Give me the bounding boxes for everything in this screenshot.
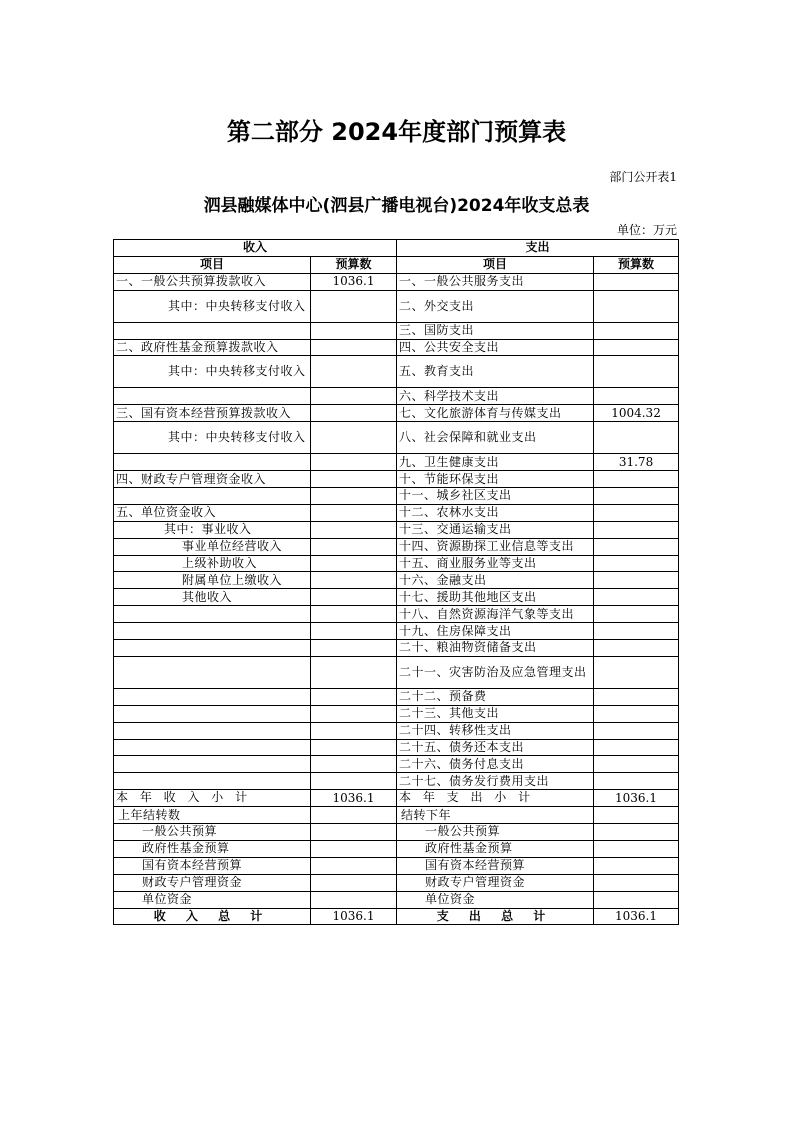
expense-item-cell: 九、卫生健康支出 [397, 454, 594, 471]
table-row [114, 339, 679, 356]
income-amount-cell [311, 521, 397, 538]
expense-amount-cell [594, 705, 679, 722]
income-item-cell [114, 640, 311, 657]
expense-item-cell: 十七、援助其他地区支出 [397, 589, 594, 606]
expense-amount-cell [594, 722, 679, 739]
table-subheader-row [114, 256, 679, 273]
expense-amount-cell: 1004.32 [594, 405, 679, 422]
expense-item-cell: 一、一般公共服务支出 [397, 273, 594, 290]
table-row [114, 739, 679, 756]
expense-item-cell: 六、科学技术支出 [397, 388, 594, 405]
income-subtotal-value: 1036.1 [311, 790, 397, 807]
expense-carry-cell: 政府性基金预算 [397, 840, 594, 857]
income-item-cell [114, 454, 311, 471]
expense-amount-cell [594, 623, 679, 640]
income-item-cell: 其中：中央转移支付收入 [114, 356, 311, 388]
expense-carry-amount [594, 891, 679, 908]
expense-item-cell: 七、文化旅游体育与传媒支出 [397, 405, 594, 422]
expense-item-cell: 二十七、债务发行费用支出 [397, 773, 594, 790]
table-row [114, 521, 679, 538]
income-item-cell [114, 656, 311, 688]
income-carry-cell: 一般公共预算 [114, 824, 311, 841]
expense-amount-cell [594, 688, 679, 705]
income-item-cell [114, 623, 311, 640]
table-row [114, 623, 679, 640]
expense-amount-cell [594, 739, 679, 756]
expense-amount-cell [594, 273, 679, 290]
expense-item-cell: 十六、金融支出 [397, 572, 594, 589]
income-item-cell: 其中：事业收入 [114, 521, 311, 538]
income-item-cell: 事业单位经营收入 [114, 538, 311, 555]
expense-carry-amount [594, 840, 679, 857]
income-item-cell: 其他收入 [114, 589, 311, 606]
income-item-cell [114, 488, 311, 505]
expense-item-cell: 十三、交通运输支出 [397, 521, 594, 538]
income-carry-cell: 财政专户管理资金 [114, 874, 311, 891]
expense-item-cell: 二十五、债务还本支出 [397, 739, 594, 756]
income-item-cell [114, 722, 311, 739]
table-header-row [114, 240, 679, 257]
income-item-cell [114, 773, 311, 790]
expense-item-cell: 四、公共安全支出 [397, 339, 594, 356]
income-item-cell: 五、单位资金收入 [114, 504, 311, 521]
expense-amount-cell [594, 773, 679, 790]
income-amount-cell [311, 773, 397, 790]
table-row [114, 471, 679, 488]
table-row [114, 273, 679, 290]
page-title: 第二部分 2024年度部门预算表 [226, 118, 567, 146]
carryover-row [114, 824, 679, 841]
income-item-cell: 二、政府性基金预算拨款收入 [114, 339, 311, 356]
expense-subtotal-value: 1036.1 [594, 790, 679, 807]
expense-carry-cell: 财政专户管理资金 [397, 874, 594, 891]
expense-item-cell: 十二、农林水支出 [397, 504, 594, 521]
table-row [114, 454, 679, 471]
income-amount-cell [311, 623, 397, 640]
expense-total-value: 1036.1 [594, 908, 679, 925]
income-item-cell: 四、财政专户管理资金收入 [114, 471, 311, 488]
income-amount-cell [311, 572, 397, 589]
expense-carry-cell: 结转下年 [397, 807, 594, 824]
expense-carry-amount [594, 874, 679, 891]
expense-amount-cell [594, 538, 679, 555]
income-amount-cell [311, 656, 397, 688]
table-row [114, 589, 679, 606]
expense-amount-cell [594, 471, 679, 488]
expense-item-cell: 十八、自然资源海洋气象等支出 [397, 606, 594, 623]
report-title: 泗县融媒体中心(泗县广播电视台)2024年收支总表 [203, 196, 590, 216]
income-item-cell: 其中：中央转移支付收入 [114, 422, 311, 454]
expense-item-cell: 十五、商业服务业等支出 [397, 555, 594, 572]
table-row [114, 555, 679, 572]
expense-amount-cell [594, 322, 679, 339]
income-carry-amount [311, 874, 397, 891]
expense-amount-cell [594, 521, 679, 538]
expense-amount-cell [594, 488, 679, 505]
income-amount-cell [311, 739, 397, 756]
income-amount-cell [311, 339, 397, 356]
table-row [114, 705, 679, 722]
expense-amount-header: 预算数 [594, 256, 679, 273]
income-carry-amount [311, 824, 397, 841]
expense-item-cell: 三、国防支出 [397, 322, 594, 339]
expense-item-cell: 十一、城乡社区支出 [397, 488, 594, 505]
income-item-cell: 一、一般公共预算拨款收入 [114, 273, 311, 290]
subtotal-row [114, 790, 679, 807]
table-row [114, 504, 679, 521]
expense-amount-cell [594, 422, 679, 454]
income-amount-cell [311, 454, 397, 471]
income-amount-cell [311, 756, 397, 773]
income-amount-cell [311, 471, 397, 488]
carryover-row [114, 807, 679, 824]
expense-amount-cell [594, 504, 679, 521]
table-row [114, 756, 679, 773]
income-amount-cell [311, 322, 397, 339]
expense-carry-amount [594, 824, 679, 841]
expense-item-cell: 二十四、转移性支出 [397, 722, 594, 739]
expense-carry-cell: 国有资本经营预算 [397, 857, 594, 874]
expense-amount-cell [594, 388, 679, 405]
income-subtotal-label: 本 年 收 入 小 计 [114, 790, 311, 807]
expense-carry-amount [594, 807, 679, 824]
table-row [114, 606, 679, 623]
income-item-cell [114, 322, 311, 339]
income-carry-cell: 政府性基金预算 [114, 840, 311, 857]
table-row [114, 388, 679, 405]
expense-amount-cell [594, 290, 679, 322]
income-carry-cell: 国有资本经营预算 [114, 857, 311, 874]
budget-summary-table [113, 239, 679, 925]
income-amount-cell [311, 405, 397, 422]
form-number: 部门公开表1 [609, 170, 677, 184]
income-item-header: 项目 [114, 256, 311, 273]
income-item-cell [114, 756, 311, 773]
income-amount-cell [311, 356, 397, 388]
income-item-cell: 附属单位上缴收入 [114, 572, 311, 589]
expense-amount-cell [594, 339, 679, 356]
expense-amount-cell [594, 589, 679, 606]
expense-amount-cell [594, 555, 679, 572]
income-carry-amount [311, 891, 397, 908]
expense-item-cell: 二、外交支出 [397, 290, 594, 322]
table-row [114, 640, 679, 657]
table-row [114, 422, 679, 454]
income-carry-amount [311, 840, 397, 857]
income-carry-cell: 单位资金 [114, 891, 311, 908]
income-amount-cell [311, 589, 397, 606]
income-amount-cell [311, 422, 397, 454]
income-amount-cell [311, 504, 397, 521]
table-row [114, 322, 679, 339]
expense-item-cell: 十四、资源勘探工业信息等支出 [397, 538, 594, 555]
income-total-value: 1036.1 [311, 908, 397, 925]
income-amount-cell [311, 722, 397, 739]
income-amount-cell [311, 640, 397, 657]
table-row [114, 656, 679, 688]
table-row [114, 290, 679, 322]
expense-total-label: 支 出 总 计 [397, 908, 594, 925]
income-item-cell [114, 739, 311, 756]
expense-carry-amount [594, 857, 679, 874]
income-amount-cell [311, 290, 397, 322]
expense-item-cell: 二十三、其他支出 [397, 705, 594, 722]
expense-carry-cell: 单位资金 [397, 891, 594, 908]
table-row [114, 722, 679, 739]
table-row [114, 572, 679, 589]
carryover-row [114, 874, 679, 891]
income-amount-cell [311, 488, 397, 505]
carryover-row [114, 840, 679, 857]
expense-item-cell: 二十二、预备费 [397, 688, 594, 705]
income-item-cell [114, 606, 311, 623]
carryover-row [114, 857, 679, 874]
income-amount-cell [311, 555, 397, 572]
income-total-label: 收 入 总 计 [114, 908, 311, 925]
expense-amount-cell [594, 656, 679, 688]
expense-amount-cell [594, 572, 679, 589]
income-amount-cell [311, 705, 397, 722]
expense-amount-cell [594, 606, 679, 623]
income-item-cell [114, 388, 311, 405]
income-header: 收入 [114, 240, 397, 257]
income-amount-cell [311, 388, 397, 405]
expense-item-cell: 二十、粮油物资储备支出 [397, 640, 594, 657]
income-carry-amount [311, 857, 397, 874]
income-amount-cell [311, 688, 397, 705]
expense-item-header: 项目 [397, 256, 594, 273]
expense-amount-cell [594, 640, 679, 657]
table-row [114, 688, 679, 705]
income-amount-cell [311, 606, 397, 623]
income-item-cell [114, 705, 311, 722]
income-item-cell: 三、国有资本经营预算拨款收入 [114, 405, 311, 422]
income-amount-header: 预算数 [311, 256, 397, 273]
total-row [114, 908, 679, 925]
expense-item-cell: 八、社会保障和就业支出 [397, 422, 594, 454]
expense-carry-cell: 一般公共预算 [397, 824, 594, 841]
expense-item-cell: 五、教育支出 [397, 356, 594, 388]
income-amount-cell: 1036.1 [311, 273, 397, 290]
expense-item-cell: 二十六、债务付息支出 [397, 756, 594, 773]
income-item-cell [114, 688, 311, 705]
income-item-cell: 上级补助收入 [114, 555, 311, 572]
expense-amount-cell [594, 756, 679, 773]
unit-label: 单位：万元 [616, 223, 677, 237]
expense-item-cell: 二十一、灾害防治及应急管理支出 [397, 656, 594, 688]
income-carry-amount [311, 807, 397, 824]
table-row [114, 405, 679, 422]
table-row [114, 488, 679, 505]
expense-item-cell: 十、节能环保支出 [397, 471, 594, 488]
carryover-row [114, 891, 679, 908]
expense-header: 支出 [397, 240, 679, 257]
income-carry-cell: 上年结转数 [114, 807, 311, 824]
expense-amount-cell [594, 356, 679, 388]
expense-subtotal-label: 本 年 支 出 小 计 [397, 790, 594, 807]
table-row [114, 773, 679, 790]
expense-item-cell: 十九、住房保障支出 [397, 623, 594, 640]
income-item-cell: 其中：中央转移支付收入 [114, 290, 311, 322]
income-amount-cell [311, 538, 397, 555]
table-row [114, 356, 679, 388]
expense-amount-cell: 31.78 [594, 454, 679, 471]
table-row [114, 538, 679, 555]
